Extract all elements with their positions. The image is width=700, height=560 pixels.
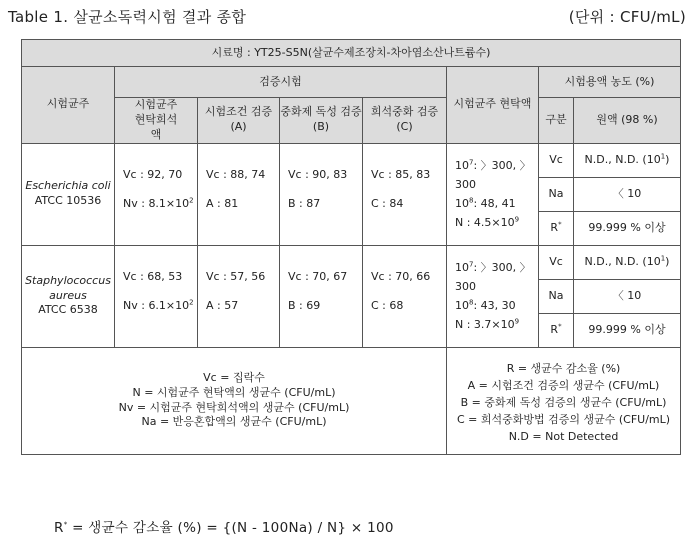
strain-code: ATCC 6538 <box>38 303 98 317</box>
unit-label: (단위 : CFU/mL) <box>568 8 686 26</box>
header-concentration: 시험용액 농도 (%) <box>539 67 681 98</box>
header-original: 원액 (98 %) <box>574 98 681 144</box>
formula: R* = 생균수 감소율 (%) = {(N - 100Na) / N} × 100 <box>54 520 394 536</box>
strain-name: Escherichia coli <box>25 179 111 193</box>
neutral-cell: Vc : 70, 67 B : 69 <box>280 245 363 347</box>
dilution-cell: Vc : 70, 66 C : 68 <box>363 245 447 347</box>
neutral-cell: Vc : 90, 83 B : 87 <box>280 143 363 245</box>
header-category: 구분 <box>539 98 574 144</box>
value-na: 〈 10 <box>574 177 681 211</box>
header-dilute: 시험균주 현탁희석액 <box>115 98 198 144</box>
dilute-cell: Vc : 68, 53 Nv : $6.1\times 10^2$ <box>115 245 198 347</box>
table-caption: Table 1. 살균소독력시험 결과 종합 <box>8 8 247 26</box>
strain-code: ATCC 10536 <box>34 194 102 208</box>
category-na: Na <box>539 279 574 313</box>
category-vc: Vc <box>539 143 574 177</box>
dilute-cell: Vc : 92, 70 Nv : $8.1\times 10^2$ <box>115 143 198 245</box>
category-vc: Vc <box>539 245 574 279</box>
header-suspension: 시험균주 현탁액 <box>447 67 539 144</box>
category-r: R* <box>539 313 574 347</box>
value-vc: N.D., N.D. $(10^1)$ <box>574 143 681 177</box>
sample-name: 시료명 : YT25-S5N(살균수제조장치-차아염소산나트륨수) <box>211 45 491 59</box>
strain-cell <box>22 143 115 245</box>
condition-cell: Vc : 57, 56 A : 57 <box>198 245 280 347</box>
legend-right: R = 생균수 감소율 (%) A = 시험조건 검증의 생균수 (CFU/mL) B = 중화제 독성 검증의 생균수 (CFU/mL) C = 희석중화방법 검증의 생균수 (CFU/mL) N.D = Not Detected <box>447 347 681 454</box>
header-dilution: 희석중화 검증 (C) <box>363 98 447 144</box>
suspension-cell: $10^7$: 〉300, 〉300 $10^8$: 48, 41 N : $4.5\times 10^9$ <box>447 143 539 245</box>
strain-name-line2: aureus <box>49 288 87 302</box>
header-condition: 시험조건 검증 (A) <box>198 98 280 144</box>
category-na: Na <box>539 177 574 211</box>
sample-name-row <box>22 40 681 67</box>
header-neutral: 중화제 독성 검증 (B) <box>280 98 363 144</box>
value-vc: N.D., N.D. $(10^1)$ <box>574 245 681 279</box>
value-r: 99.999 % 이상 <box>574 211 681 245</box>
dilution-cell: Vc : 85, 83 C : 84 <box>363 143 447 245</box>
legend-left: Vc = 집락수 N = 시험균주 현탁액의 생균수 (CFU/mL) Nv = 시험균주 현탁희석액의 생균수 (CFU/mL) Na = 반응혼합액의 생균수 (CFU/mL) <box>22 347 447 454</box>
results-table <box>21 39 681 455</box>
strain-cell <box>22 245 115 347</box>
header-verification: 검증시험 <box>115 67 447 98</box>
strain-name: Staphylococcus <box>25 273 111 287</box>
condition-cell: Vc : 88, 74 A : 81 <box>198 143 280 245</box>
header-strain: 시험균주 <box>22 67 115 144</box>
suspension-cell: $10^7$: 〉300, 〉300 $10^8$: 43, 30 N : $3.7\times 10^9$ <box>447 245 539 347</box>
category-r: R* <box>539 211 574 245</box>
value-r: 99.999 % 이상 <box>574 313 681 347</box>
value-na: 〈 10 <box>574 279 681 313</box>
